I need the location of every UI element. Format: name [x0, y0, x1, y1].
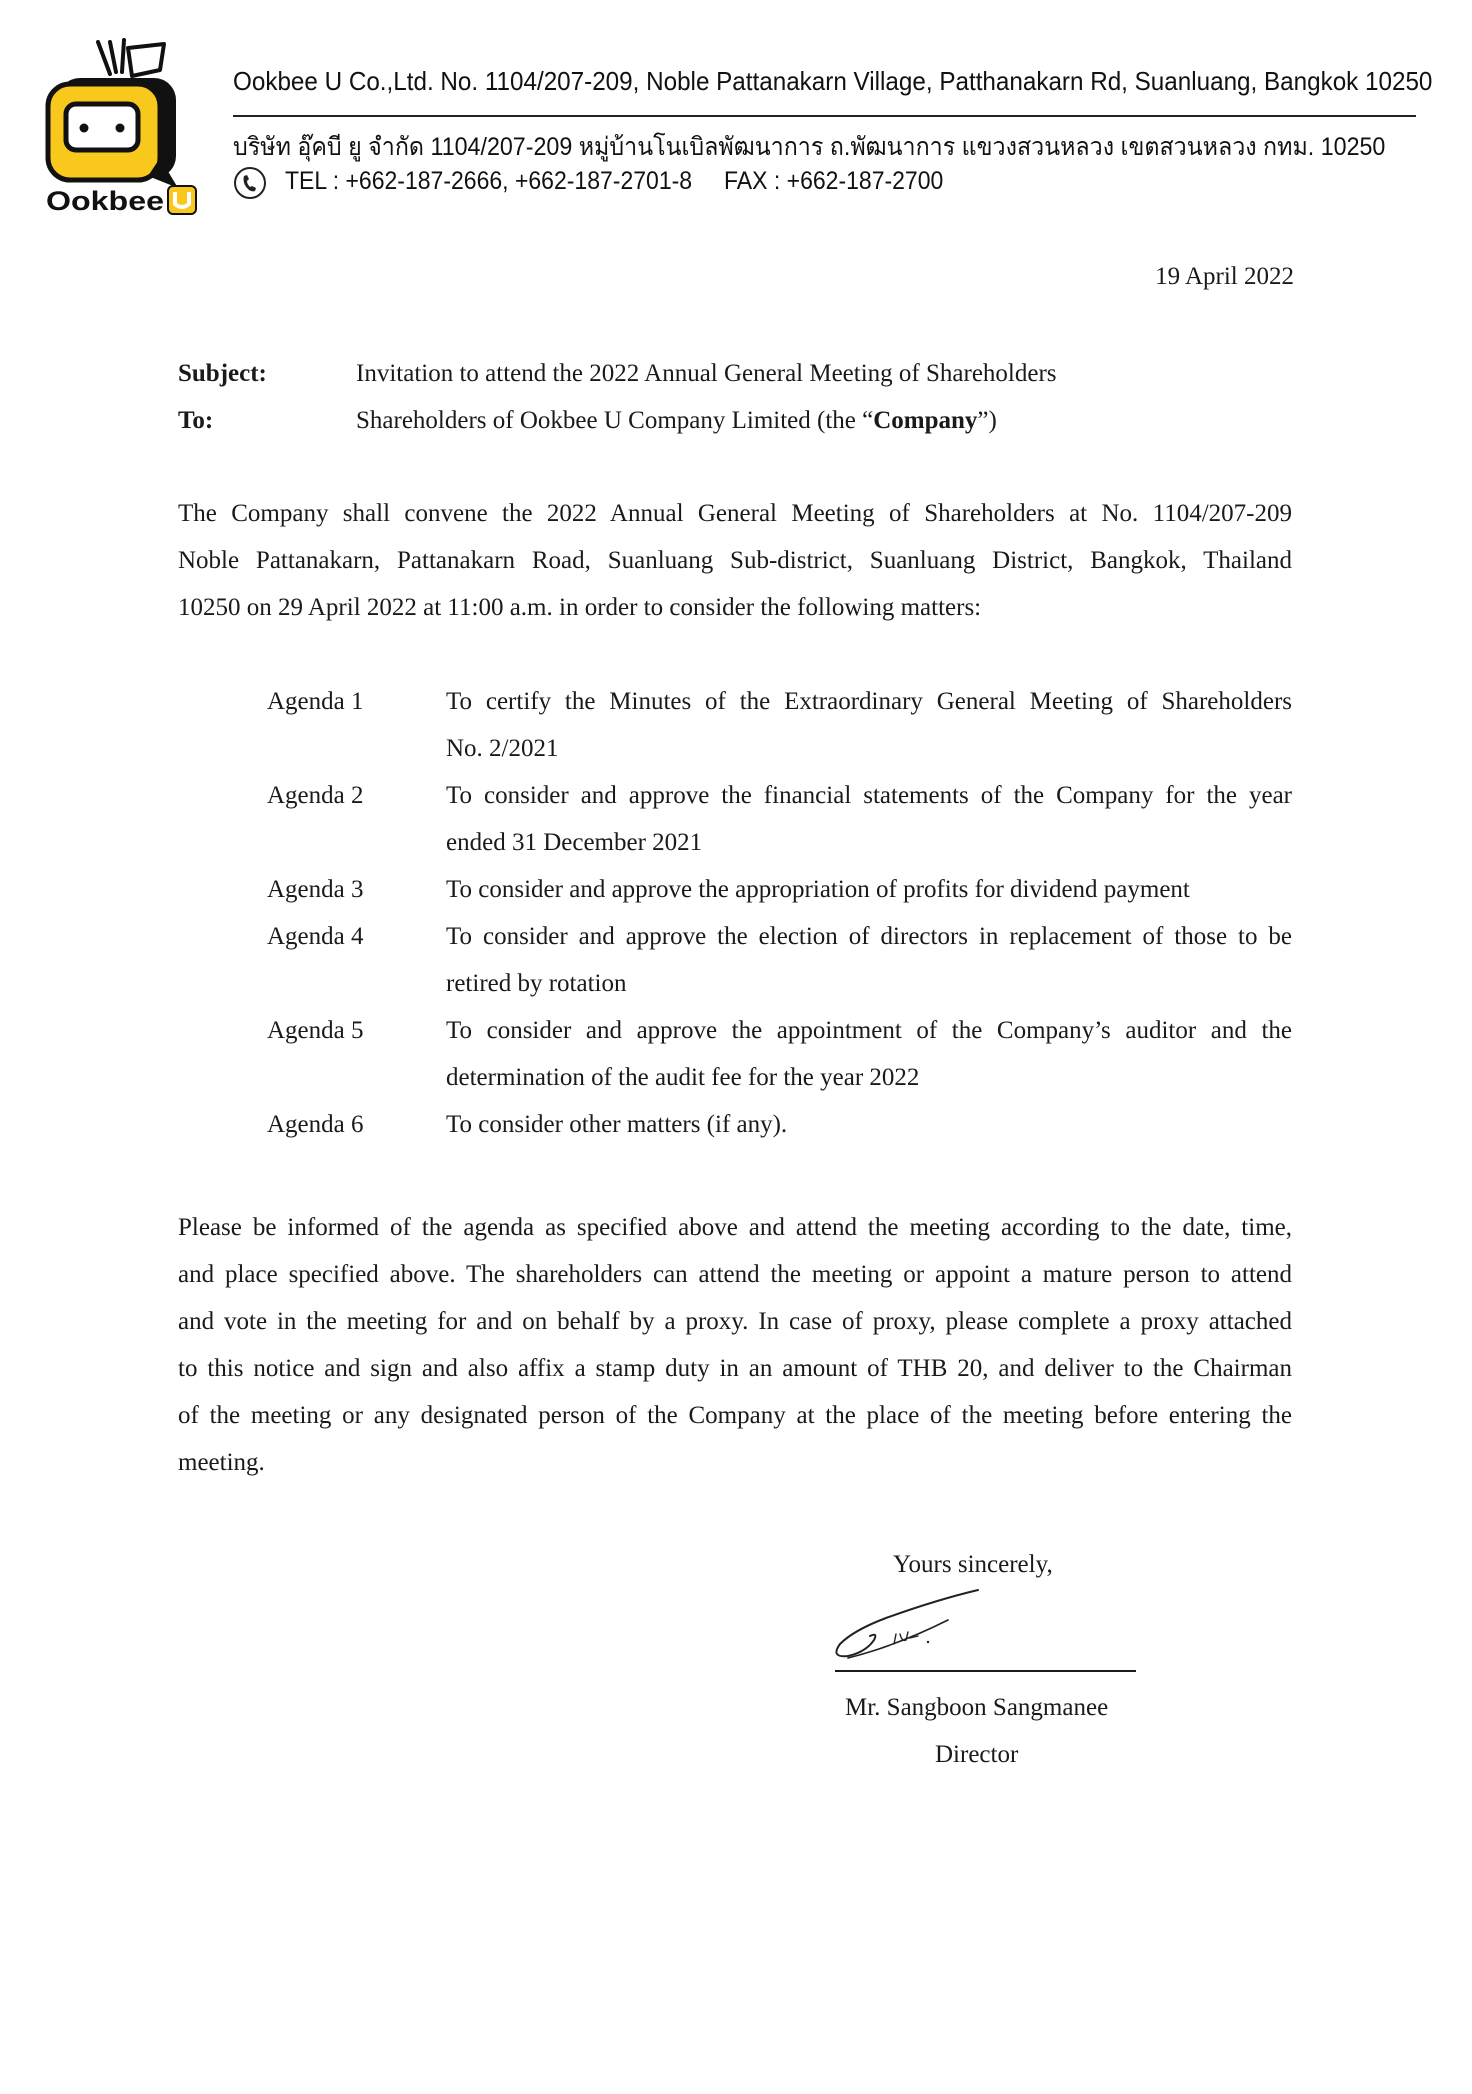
signature [826, 1578, 996, 1668]
agenda-label: Agenda 2 [267, 782, 364, 809]
recipient-line [356, 406, 997, 436]
body-line: and vote in the meeting for and on behalf by a proxy. In case of proxy, please complete a proxy attached [178, 1308, 1292, 1335]
intro-line: 10250 on 29 April 2022 at 11:00 a.m. in order to consider the following matters: [178, 594, 982, 621]
agenda-text: To certify the Minutes of the Extraordinary General Meeting of Shareholders [446, 688, 1292, 715]
body-line: Please be informed of the agenda as specified above and attend the meeting according to the date, time, [178, 1214, 1292, 1241]
body-line: and place specified above. The shareholders can attend the meeting or appoint a mature person to attend [178, 1261, 1292, 1288]
closing-salutation: Yours sincerely, [893, 1551, 1053, 1578]
to-label: To: [178, 407, 214, 434]
agenda-label: Agenda 5 [267, 1017, 364, 1044]
letterhead-address-thai: บริษัท อุ๊คบี ยู จำกัด 1104/207-209 หมู่บ้านโนเบิลพัฒนาการ ถ.พัฒนาการ แขวงสวนหลวง เขตสวนหลวง กทม. 10250 [233, 133, 1386, 161]
agenda-label: Agenda 6 [267, 1111, 364, 1138]
subject-label: Subject: [178, 360, 267, 387]
letter-date: 19 April 2022 [1155, 263, 1294, 290]
signatory-name: Mr. Sangboon Sangmanee [845, 1694, 1109, 1721]
body-line: of the meeting or any designated person of the Company at the place of the meeting before entering the [178, 1402, 1292, 1429]
signatory-title: Director [935, 1741, 1019, 1768]
agenda-text: To consider and approve the financial statements of the Company for the year [446, 782, 1292, 809]
intro-line: Noble Pattanakarn, Pattanakarn Road, Suanluang Sub-district, Suanluang District, Bangkok, Thailand [178, 547, 1292, 574]
subject-text: Invitation to attend the 2022 Annual General Meeting of Shareholders [356, 360, 1057, 387]
body-line: meeting. [178, 1449, 265, 1476]
agenda-text: ended 31 December 2021 [446, 829, 703, 856]
agenda-label: Agenda 3 [267, 876, 364, 903]
recipient-text: Shareholders of Ookbee U Company Limited (the “ [356, 407, 874, 434]
letterhead-address-english: Ookbee U Co.,Ltd. No. 1104/207-209, Noble Pattanakarn Village, Patthanakarn Rd, Suanluang, Bangkok 10250 [233, 66, 1433, 96]
agenda-text: retired by rotation [446, 970, 627, 997]
body-line: to this notice and sign and also affix a stamp duty in an amount of THB 20, and deliver to the Chairman [178, 1355, 1292, 1382]
agenda-text: To consider and approve the appropriation of profits for dividend payment [446, 876, 1190, 903]
svg-text:Ookbee: Ookbee [46, 186, 164, 216]
signature-line [835, 1670, 1136, 1672]
recipient-defined-term: Company [873, 407, 978, 434]
agenda-label: Agenda 1 [267, 688, 364, 715]
letterhead-divider [233, 115, 1416, 117]
intro-line: The Company shall convene the 2022 Annual General Meeting of Shareholders at No. 1104/207-209 [178, 500, 1292, 527]
ookbee-u-logo [36, 38, 206, 218]
phone-icon [233, 166, 267, 200]
agenda-text: To consider and approve the appointment of the Company’s auditor and the [446, 1017, 1292, 1044]
agenda-text: To consider and approve the election of directors in replacement of those to be [446, 923, 1292, 950]
agenda-label: Agenda 4 [267, 923, 364, 950]
agenda-text: To consider other matters (if any). [446, 1111, 788, 1138]
recipient-text-end: ”) [977, 407, 997, 434]
agenda-text: No. 2/2021 [446, 735, 559, 762]
agenda-text: determination of the audit fee for the year 2022 [446, 1064, 920, 1091]
letterhead-contact: TEL : +662-187-2666, +662-187-2701-8 FAX : +662-187-2700 [285, 167, 944, 195]
